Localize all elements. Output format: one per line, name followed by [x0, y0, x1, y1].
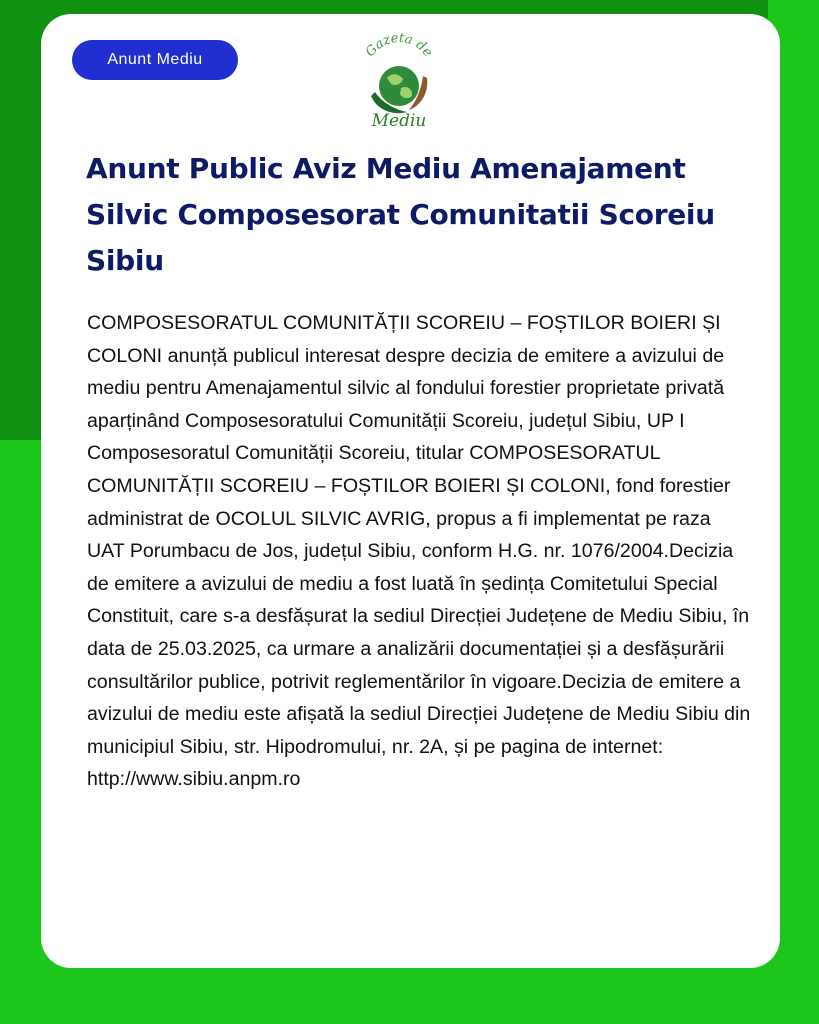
globe-leaf-icon	[357, 30, 441, 130]
gazeta-de-mediu-logo	[357, 30, 441, 130]
svg-text:Gazeta de: Gazeta de	[362, 30, 436, 60]
announcement-card	[41, 14, 780, 968]
svg-text:Mediu: Mediu	[371, 111, 427, 130]
article-body: COMPOSESORATUL COMUNITĂȚII SCOREIU – FOȘTILOR BOIERI ȘI COLONI anunță publicul interesat despre decizia de emitere a avizului de mediu pentru Amenajamentul silvic al fondului forestier proprietate privată aparținând Composesoratului Comunității Scoreiu, județul Sibiu, UP I Composesoratul Comunității Scoreiu, titular COMPOSESORATUL COMUNITĂȚII SCOREIU – FOȘTILOR BOIERI ȘI COLONI, fond forestier administrat de OCOLUL SILVIC AVRIG, propus a fi implementat pe raza UAT Porumbacu de Jos, județul Sibiu, conform H.G. nr. 1076/2004.Decizia de emitere a avizului de mediu a fost luată în ședința Comitetului Special Constituit, care s-a desfășurat la sediul Direcției Județene de Mediu Sibiu, în data de 25.03.2025, ca urmare a analizării documentației și a desfășurării consultărilor publice, potrivit reglementărilor în vigoare.Decizia de emitere a avizului de mediu este afișată la sediul Direcției Județene de Mediu Sibiu din municipiul Sibiu, str. Hipodromului, nr. 2A, și pe pagina de internet: http://www.sibiu.anpm.ro	[87, 312, 751, 791]
article-title: Anunt Public Aviz Mediu Amenajament Silvic Composesorat Comunitatii Scoreiu Sibiu	[86, 152, 715, 277]
category-badge-label: Anunt Mediu	[107, 51, 203, 68]
category-badge[interactable]	[72, 40, 238, 80]
